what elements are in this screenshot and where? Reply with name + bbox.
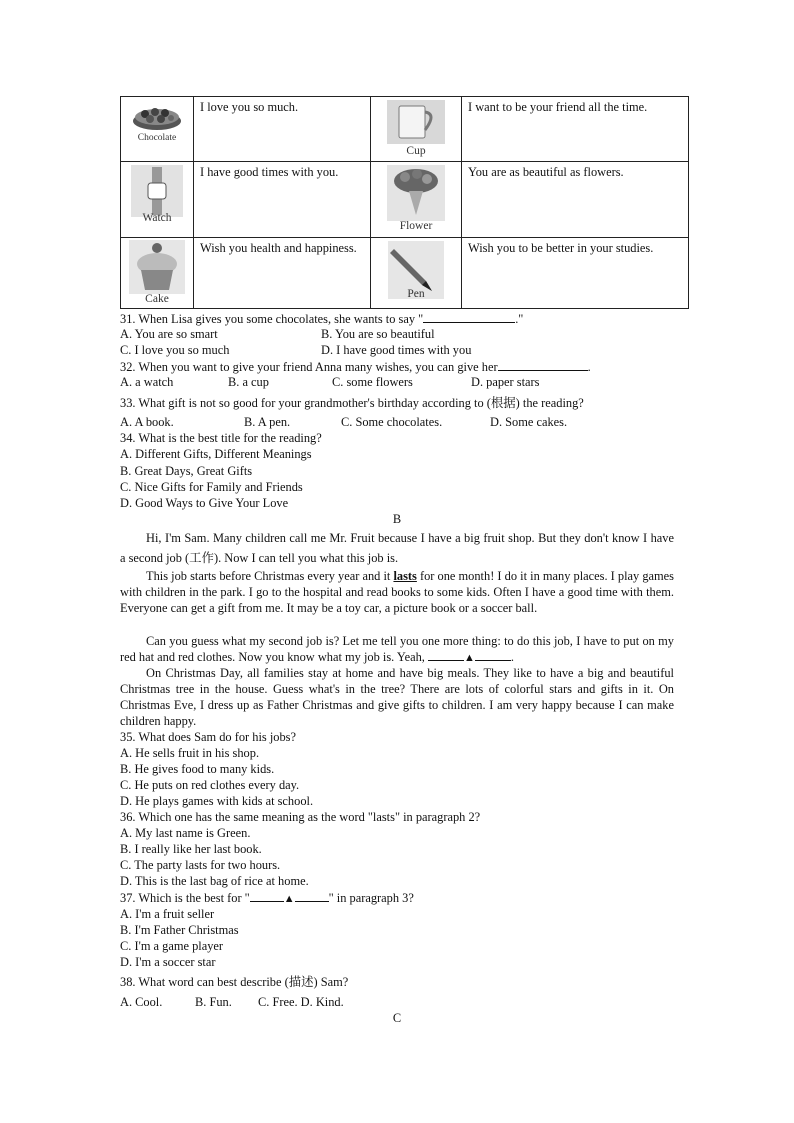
cup-caption: Cup xyxy=(406,145,426,157)
q36-option-a: A. My last name is Green. xyxy=(120,826,251,840)
cup-image-cell xyxy=(371,97,462,162)
q33-option-a: A. A book. xyxy=(120,415,174,429)
pen-meaning: Wish you to be better in your studies. xyxy=(462,238,689,309)
cup-meaning: I want to be your friend all the time. xyxy=(462,97,689,162)
question-31: 31. When Lisa gives you some chocolates, she wants to say " ." xyxy=(120,312,524,326)
watch-image-cell xyxy=(121,162,194,238)
question-38: 38. What word can best describe (描述) Sam? xyxy=(120,975,349,989)
question-32: 32. When you want to give your friend Anna many wishes, you can give her . xyxy=(120,360,591,374)
q34-option-d: D. Good Ways to Give Your Love xyxy=(120,496,289,510)
chocolate-caption: Chocolate xyxy=(137,133,177,143)
watch-icon xyxy=(131,165,183,217)
q38-option-c-d: C. Free. D. Kind. xyxy=(258,995,344,1009)
q33-option-b: B. A pen. xyxy=(244,415,291,429)
watch-caption: Watch xyxy=(142,212,172,224)
table-row xyxy=(121,162,689,238)
cake-meaning-text: Wish you health and happiness. xyxy=(200,241,357,255)
q31-option-b: B. You are so beautiful xyxy=(321,327,435,341)
question-35: 35. What does Sam do for his jobs? xyxy=(120,730,296,744)
cake-caption: Cake xyxy=(145,293,169,305)
q31-option-c: C. I love you so much xyxy=(120,343,230,357)
q35-option-b: B. He gives food to many kids. xyxy=(120,762,275,776)
q33-option-c: C. Some chocolates. xyxy=(341,415,443,429)
q34-option-b: B. Great Days, Great Gifts xyxy=(120,464,253,478)
q32-option-c: C. some flowers xyxy=(332,375,413,389)
q36-option-b: B. I really like her last book. xyxy=(120,842,262,856)
passage-paragraph-4: On Christmas Day, all families stay at home and have big meals. They like to have a big and beautiful Christmas tree in the house. Guess what's in the tree? There are lots of colorful stars and gifts in it. On Christmas Eve, I dress up as Father Christmas and give gifts to children. I am very happy because I can make children happy. xyxy=(120,666,674,728)
section-b-heading: B xyxy=(392,512,402,526)
cake-icon xyxy=(129,240,185,294)
passage-paragraph-1: Hi, I'm Sam. Many children call me Mr. Fruit because I have a big fruit shop. But they don't know I have a second job (工作). Now I can tell you what this job is. xyxy=(120,531,674,565)
q36-option-d: D. This is the last bag of rice at home. xyxy=(120,874,309,888)
question-37: 37. Which is the best for " ▲ " in paragraph 3? xyxy=(120,891,414,905)
cake-image-cell xyxy=(121,238,194,309)
triangle-marker: ▲ xyxy=(464,652,475,664)
q36-option-c: C. The party lasts for two hours. xyxy=(120,858,281,872)
answer-blank xyxy=(428,649,464,661)
passage-paragraph-2: This job starts before Christmas every year and it lasts for one month! I do it in many places. I play games with children in the park. I go to the hospital and read books to some kids. Often I have a good time with them. Everyone can get a gift from me. It may be a toy car, a picture book or a soccer ball. xyxy=(120,569,674,615)
flower-icon xyxy=(387,165,445,221)
table-row xyxy=(121,238,689,309)
table-row xyxy=(121,97,689,162)
q37-option-d: D. I'm a soccer star xyxy=(120,955,216,969)
answer-blank xyxy=(498,359,588,371)
answer-blank xyxy=(423,311,515,323)
q37-option-a: A. I'm a fruit seller xyxy=(120,907,215,921)
question-34: 34. What is the best title for the reading? xyxy=(120,431,322,445)
question-33: 33. What gift is not so good for your grandmother's birthday according to (根据) the reading? xyxy=(120,396,584,410)
q38-option-a: A. Cool. xyxy=(120,995,163,1009)
gift-table xyxy=(120,96,689,309)
q31-option-d: D. I have good times with you xyxy=(321,343,472,357)
q34-option-a: A. Different Gifts, Different Meanings xyxy=(120,447,312,461)
highlighted-word-lasts: lasts xyxy=(393,569,417,583)
q32-option-d: D. paper stars xyxy=(471,375,540,389)
q32-option-a: A. a watch xyxy=(120,375,174,389)
answer-blank xyxy=(250,890,284,902)
chocolate-icon xyxy=(131,101,183,131)
q35-option-c: C. He puts on red clothes every day. xyxy=(120,778,300,792)
pen-caption: Pen xyxy=(407,288,425,300)
passage-paragraph-3: Can you guess what my second job is? Let me tell you one more thing: to do this job, I have to put on my red hat and red clothes. Now you know what my job is. Yeah, ▲ . xyxy=(120,634,674,664)
chocolate-meaning: I love you so much. xyxy=(194,97,371,162)
q31-option-a: A. You are so smart xyxy=(120,327,218,341)
flower-caption: Flower xyxy=(399,220,433,232)
flower-image-cell xyxy=(371,162,462,238)
q33-option-d: D. Some cakes. xyxy=(490,415,568,429)
q38-option-b: B. Fun. xyxy=(195,995,232,1009)
pen-image-cell xyxy=(371,238,462,309)
q35-option-d: D. He plays games with kids at school. xyxy=(120,794,314,808)
chocolate-image-cell xyxy=(121,97,194,162)
q32-option-b: B. a cup xyxy=(228,375,269,389)
q34-option-c: C. Nice Gifts for Family and Friends xyxy=(120,480,303,494)
watch-meaning: I have good times with you. xyxy=(194,162,371,238)
q37-option-b: B. I'm Father Christmas xyxy=(120,923,239,937)
answer-blank xyxy=(475,649,511,661)
triangle-marker: ▲ xyxy=(283,893,295,905)
q37-option-c: C. I'm a game player xyxy=(120,939,224,953)
cup-icon xyxy=(387,100,445,144)
answer-blank xyxy=(295,890,329,902)
flower-meaning: You are as beautiful as flowers. xyxy=(462,162,689,238)
question-36: 36. Which one has the same meaning as the word "lasts" in paragraph 2? xyxy=(120,810,481,824)
cake-meaning xyxy=(194,238,371,309)
q35-option-a: A. He sells fruit in his shop. xyxy=(120,746,260,760)
section-c-heading: C xyxy=(392,1011,402,1025)
